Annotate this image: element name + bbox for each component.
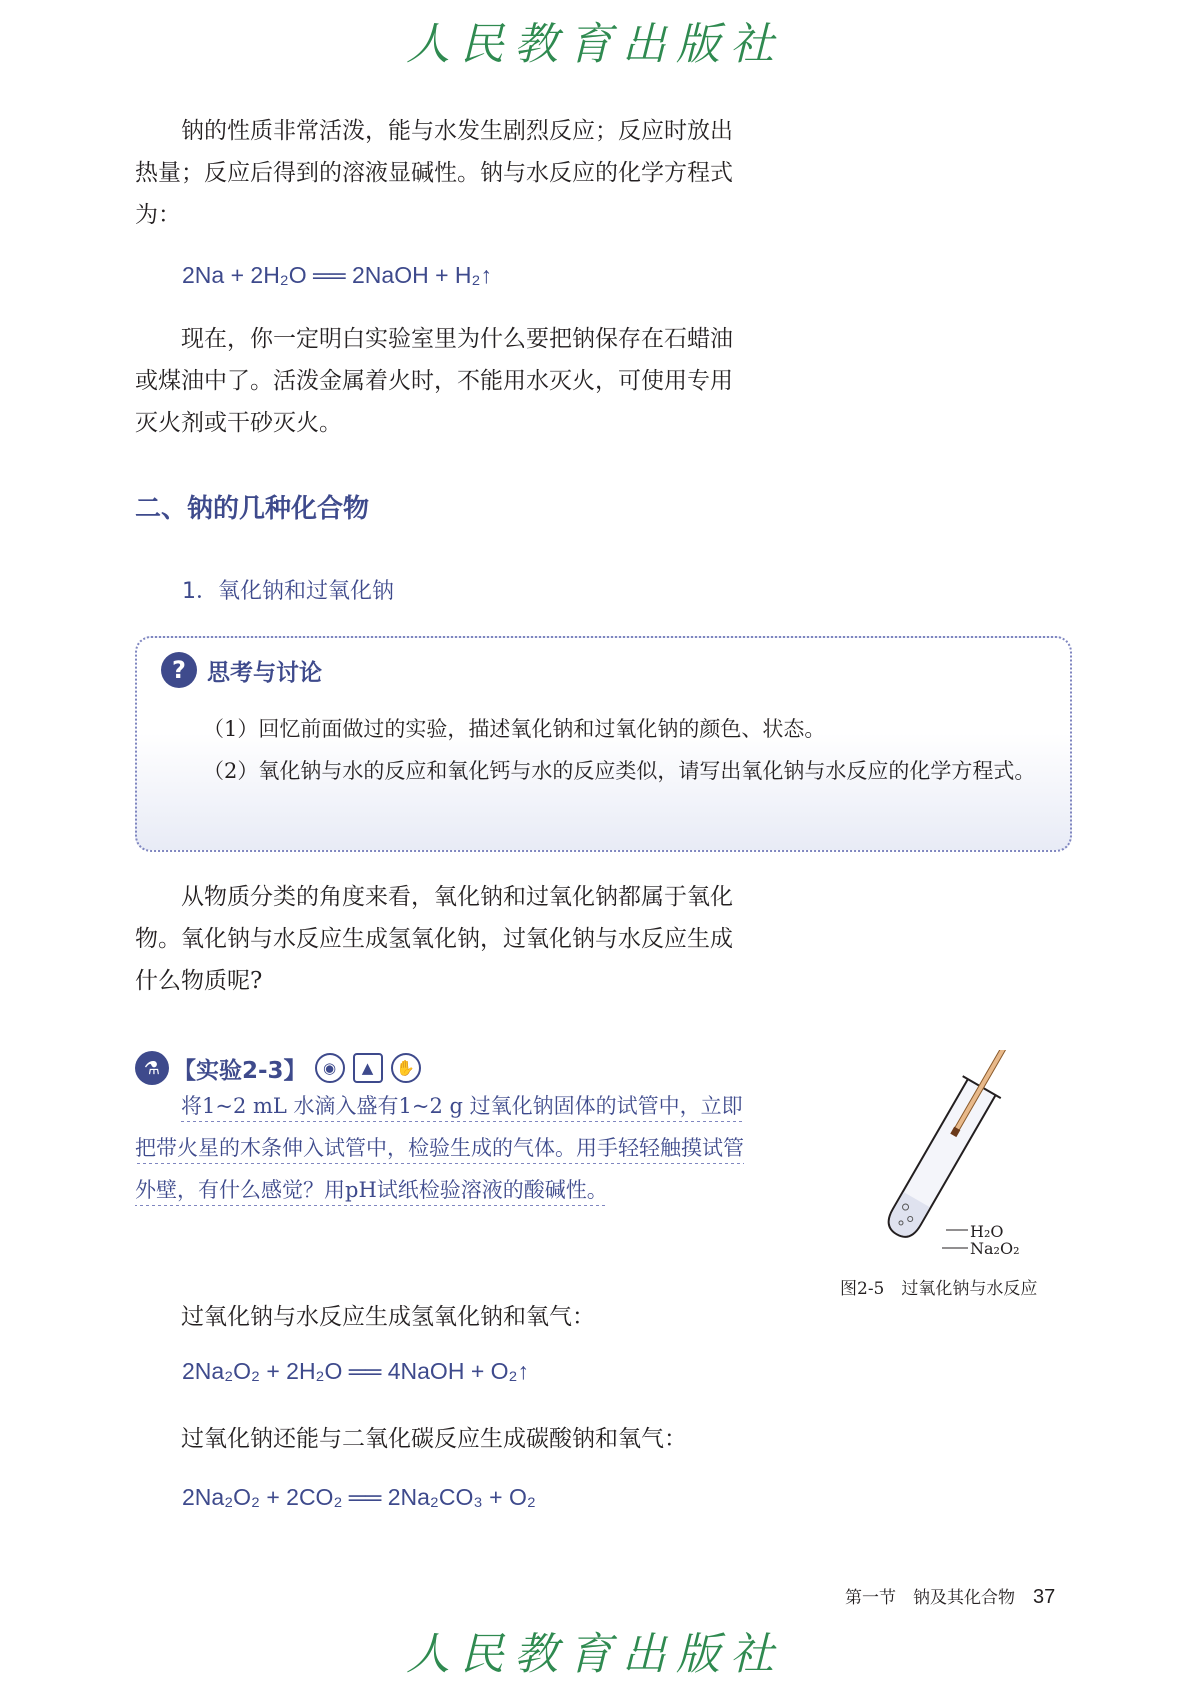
discussion-title-text: 思考与讨论 [207,659,322,686]
label-sodium-peroxide: Na₂O₂ [970,1239,1020,1255]
experiment-procedure [135,1085,750,1211]
label-water: H₂O [970,1222,1004,1241]
paragraph-sodium-properties: 钠的性质非常活泼，能与水发生剧烈反应；反应时放出热量；反应后得到的溶液显碱性。钠与水反应的化学方程式为： [135,118,733,228]
goggles-icon: ◉ [315,1053,345,1083]
paragraph-classification: 从物质分类的角度来看，氧化钠和过氧化钠都属于氧化物。氧化钠与水反应生成氢氧化钠，过氧化钠与水反应生成什么物质呢? [135,884,733,994]
discussion-question-1: （1）回忆前面做过的实验，描述氧化钠和过氧化钠的颜色、状态。 [203,717,826,741]
heat-icon: ▲ [353,1053,383,1083]
paragraph-peroxide-co2: 过氧化钠还能与二氧化碳反应生成碳酸钠和氧气： [181,1426,687,1452]
test-tube-figure [860,1050,1030,1255]
page-footer [845,1583,1055,1609]
equation-peroxide-co2: 2Na₂O₂ + 2CO₂ ══ 2Na₂CO₃ + O₂ [182,1484,536,1510]
equation-sodium-water: 2Na + 2H₂O ══ 2NaOH + H₂↑ [182,262,492,288]
hand-wash-icon: ✋ [391,1053,421,1083]
equation-peroxide-water: 2Na₂O₂ + 2H₂O ══ 4NaOH + O₂↑ [182,1358,529,1384]
experiment-flask-icon: ⚗ [135,1051,169,1085]
publisher-logo: 人民教育出版社 [406,19,784,70]
subsection-heading: 1．氧化钠和过氧化钠 [182,579,394,604]
footer-section-title: 第一节 钠及其化合物 [845,1588,1015,1608]
publisher-logo-bottom: 人民教育出版社 [406,1629,784,1680]
paragraph-storage: 现在，你一定明白实验室里为什么要把钠保存在石蜡油或煤油中了。活泼金属着火时，不能用水灭火，可使用专用灭火剂或干砂灭火。 [135,326,733,436]
discussion-title [161,652,322,688]
discussion-question-2: （2）氧化钠与水的反应和氧化钙与水的反应类似，请写出氧化钠与水反应的化学方程式。 [203,759,1036,783]
section-heading: 二、钠的几种化合物 [135,494,370,524]
question-icon: ? [161,652,197,688]
page-number: 37 [1033,1586,1056,1608]
figure-caption: 图2-5 过氧化钠与水反应 [840,1279,1038,1299]
paragraph-peroxide-water: 过氧化钠与水反应生成氢氧化钠和氧气： [181,1304,595,1330]
experiment-title [135,1051,421,1085]
experiment-title-text: 【实验2-3】 [173,1057,307,1084]
experiment-procedure-text: 将1~2 mL 水滴入盛有1~2 g 过氧化钠固体的试管中，立即把带火星的木条伸入试管中，检验生成的气体。用手轻轻触摸试管外壁，有什么感觉？用pH试纸检验溶液的酸碱性。 [135,1094,744,1206]
